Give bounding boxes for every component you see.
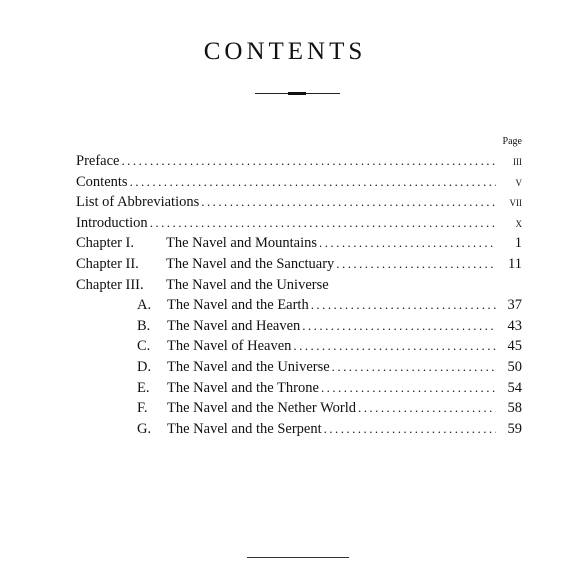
page-number: 11: [508, 255, 522, 272]
page-number: 37: [507, 297, 522, 314]
chapter-number: Chapter III.: [76, 276, 144, 293]
dot-leader: [130, 172, 496, 193]
dot-leader: [336, 254, 496, 275]
page-number: 50: [507, 358, 522, 375]
page-number: 58: [507, 400, 522, 417]
dot-leader: [321, 378, 496, 399]
section-letter: G.: [137, 420, 152, 437]
page-number: 45: [507, 338, 522, 355]
page-number: x: [515, 214, 522, 230]
dot-leader: [302, 316, 496, 337]
entry-title: The Navel of Heaven: [167, 338, 292, 355]
toc-subentry-b: [76, 316, 522, 337]
dot-leader: [201, 192, 496, 213]
entry-title: List of Abbreviations: [76, 194, 200, 211]
dot-leader: [150, 213, 496, 234]
chapter-number: Chapter I.: [76, 235, 134, 252]
page-number: 1: [514, 235, 522, 252]
section-letter: E.: [137, 379, 150, 396]
entry-title: Preface: [76, 153, 120, 169]
entry-title: The Navel and the Serpent: [167, 420, 322, 437]
toc-subentry-g: [76, 419, 522, 440]
entry-title: The Navel and the Earth: [167, 297, 309, 314]
section-letter: D.: [137, 358, 152, 375]
entry-title: The Navel and Heaven: [167, 317, 301, 334]
page-number: 54: [507, 379, 522, 396]
dot-leader: [319, 233, 496, 254]
dot-leader: [311, 295, 496, 316]
entry-title: The Navel and the Sanctuary: [166, 255, 335, 272]
toc-subentry-c: [76, 336, 522, 357]
entry-title: The Navel and the Universe: [166, 276, 329, 293]
page-title: CONTENTS: [203, 38, 367, 65]
entry-title: The Navel and the Universe: [167, 358, 330, 375]
section-letter: B.: [137, 317, 151, 334]
table-of-contents: [76, 151, 522, 439]
page-column-header: Page: [502, 136, 522, 147]
toc-subentry-d: [76, 357, 522, 378]
toc-entry-chapter-3: [76, 275, 522, 296]
entry-title: The Navel and the Nether World: [167, 400, 357, 417]
title-divider: [255, 93, 340, 94]
toc-subentry-a: [76, 295, 522, 316]
section-letter: A.: [137, 297, 152, 314]
entry-title: Introduction: [76, 214, 148, 231]
toc-entry-chapter-2: [76, 254, 522, 275]
page-number: 59: [507, 420, 522, 437]
toc-entry-introduction: [76, 213, 522, 234]
page-number: vii: [509, 194, 522, 210]
toc-entry-preface: [76, 151, 522, 172]
page-number: iii: [513, 153, 522, 168]
entry-title: Contents: [76, 173, 128, 190]
dot-leader: [358, 398, 496, 419]
bottom-divider: [247, 557, 349, 558]
toc-entry-contents: [76, 172, 522, 193]
entry-title: The Navel and Mountains: [166, 235, 318, 252]
dot-leader: [293, 336, 496, 357]
toc-entry-chapter-1: [76, 233, 522, 254]
toc-subentry-f: [76, 398, 522, 419]
chapter-number: Chapter II.: [76, 255, 139, 272]
toc-subentry-e: [76, 378, 522, 399]
divider-mark: [288, 92, 306, 95]
dot-leader: [121, 151, 496, 172]
toc-entry-abbreviations: [76, 192, 522, 213]
section-letter: C.: [137, 338, 151, 355]
dot-leader: [324, 419, 496, 440]
section-letter: F.: [137, 400, 148, 417]
page-number: v: [515, 173, 522, 189]
entry-title: The Navel and the Throne: [167, 379, 319, 396]
dot-leader: [332, 357, 496, 378]
page-number: 43: [507, 317, 522, 334]
